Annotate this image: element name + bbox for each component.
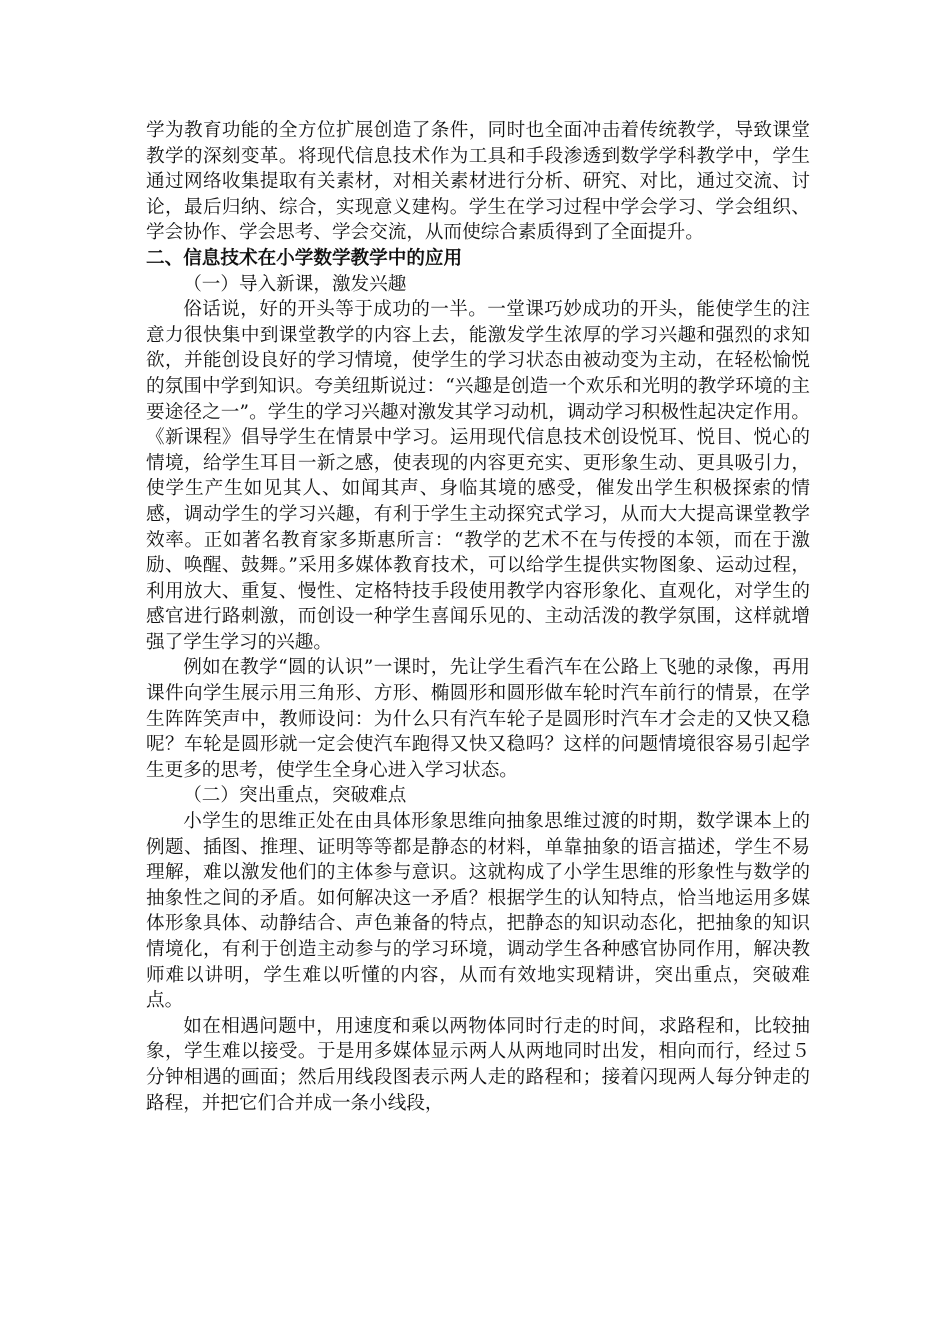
body-paragraph: 如在相遇问题中，用速度和乘以两物体同时行走的时间，求路程和，比较抽象，学生难以接受。于是用多媒体显示两人从两地同时出发，相向而行，经过５分钟相遇的画面；然后用线段图表示两人走的路程和；接着闪现两人每分钟走的路程，并把它们合并成一条小线段，	[146, 1015, 810, 1114]
subsection-heading: （二）突出重点，突破难点	[183, 785, 407, 807]
body-paragraph: 例如在教学“圆的认识”一课时，先让学生看汽车在公路上飞驰的录像，再用课件向学生展示用三角形、方形、椭圆形和圆形做车轮时汽车前行的情景，在学生阵阵笑声中，教师设问：为什么只有汽车轮子是圆形时汽车才会走的又快又稳呢？车轮是圆形就一定会使汽车跑得又快又稳吗？这样的问题情境很容易引起学生更多的思考，使学生全身心进入学习状态。	[146, 657, 810, 781]
body-paragraph: 俗话说，好的开头等于成功的一半。一堂课巧妙成功的开头，能使学生的注意力很快集中到课堂教学的内容上去，能激发学生浓厚的学习兴趣和强烈的求知欲，并能创设良好的学习情境，使学生的学习状态由被动变为主动，在轻松愉悦的氛围中学到知识。夸美纽斯说过：“兴趣是创造一个欢乐和光明的教学环境的主要途径之一”。学生的学习兴趣对激发其学习动机，调动学习积极性起决定作用。《新课程》倡导学生在情景中学习。运用现代信息技术创设悦耳、悦目、悦心的情境，给学生耳目一新之感，使表现的内容更充实、更形象生动、更具吸引力，使学生产生如见其人、如闻其声、身临其境的感受，催发出学生积极探索的情感，调动学生的学习兴趣，有利于学生主动探究式学习，从而大大提高课堂教学效率。正如著名教育家多斯惠所言：“教学的艺术不在与传授的本领，而在于激励、唤醒、鼓舞。”采用多媒体教育技术，可以给学生提供实物图象、运动过程，利用放大、重复、慢性、定格特技手段使用教学内容形象化、直观化，对学生的感官进行路刺激，而创设一种学生喜闻乐见的、主动活泼的教学氛围，这样就增强了学生学习的兴趣。	[146, 299, 810, 653]
document-page	[146, 118, 810, 1116]
body-paragraph: 小学生的思维正处在由具体形象思维向抽象思维过渡的时期，数学课本上的例题、插图、推理、证明等等都是静态的材料，单靠抽象的语言描述，学生不易理解，难以激发他们的主体参与意识。这就构成了小学生思维的形象性与数学的抽象性之间的矛盾。如何解决这一矛盾？根据学生的认知特点，恰当地运用多媒体形象具体、动静结合、声色兼备的特点，把静态的知识动态化，把抽象的知识情境化，有利于创造主动参与的学习环境，调动学生各种感官协同作用，解决教师难以讲明，学生难以听懂的内容，从而有效地实现精讲，突出重点，突破难点。	[146, 811, 810, 1012]
subsection-heading: （一）导入新课，激发兴趣	[183, 273, 407, 295]
body-paragraph: 学为教育功能的全方位扩展创造了条件，同时也全面冲击着传统教学，导致课堂教学的深刻变革。将现代信息技术作为工具和手段渗透到数学学科教学中，学生通过网络收集提取有关素材，对相关素材进行分析、研究、对比，通过交流、讨论，最后归纳、综合，实现意义建构。学生在学习过程中学会学习、学会组织、学会协作、学会思考、学会交流，从而使综合素质得到了全面提升。	[146, 120, 810, 244]
section-heading: 二、信息技术在小学数学教学中的应用	[146, 247, 463, 269]
